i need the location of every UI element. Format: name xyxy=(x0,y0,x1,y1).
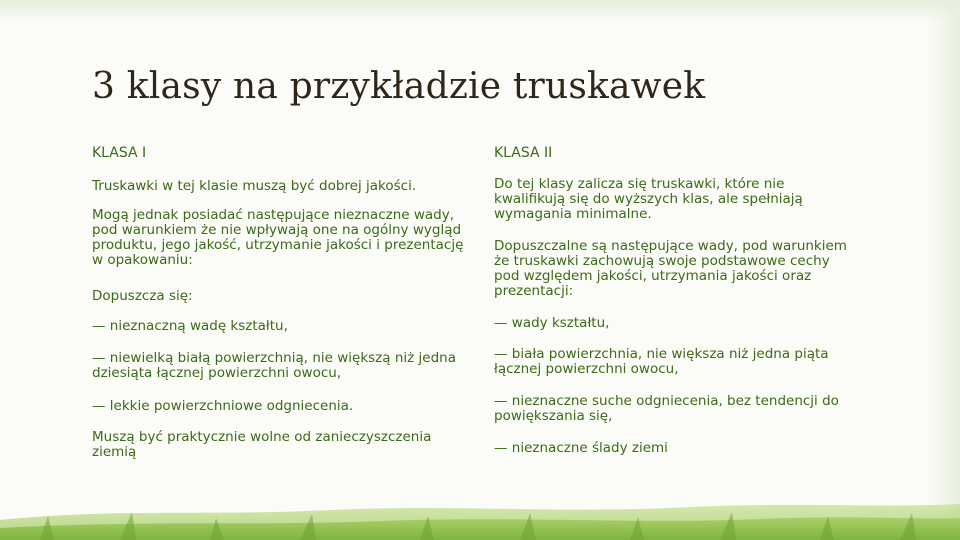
klasa-1-intro: Truskawki w tej klasie muszą być dobrej jakości. xyxy=(92,178,417,194)
background-top-edge xyxy=(0,0,960,22)
klasa-2-intro: Do tej klasy zalicza się truskawki, które nie kwalifikują się do wyższych klas, ale spełniają wymagania minimalne. xyxy=(494,176,803,222)
klasa-2-item-white-surface: — biała powierzchnia, nie większa niż jedna piąta łącznej powierzchni owocu, xyxy=(494,346,829,377)
klasa-1-allowed-label: Dopuszcza się: xyxy=(92,288,193,304)
klasa-2-item-soil-traces: — nieznaczne ślady ziemi xyxy=(494,440,668,456)
klasa-1-item-shape: — nieznaczną wadę kształtu, xyxy=(92,318,288,334)
grass-decoration xyxy=(0,450,960,540)
klasa-1-item-bruising: — lekkie powierzchniowe odgniecenia. xyxy=(92,398,354,414)
klasa-1-defects-intro: Mogą jednak posiadać następujące nieznaczne wady, pod warunkiem że nie wpływają one na ogólny wygląd produktu, jego jakość, utrzymanie jakości i prezentację w opakowaniu: xyxy=(92,207,464,268)
klasa-1-heading: KLASA I xyxy=(92,145,147,161)
klasa-2-item-dry-bruising: — nieznaczne suche odgniecenia, bez tendencji do powiększania się, xyxy=(494,393,839,424)
slide-title: 3 klasy na przykładzie truskawek xyxy=(92,66,706,107)
klasa-2-heading: KLASA II xyxy=(494,145,553,161)
klasa-2-defects-intro: Dopuszczalne są następujące wady, pod warunkiem że truskawki zachowują swoje podstawowe cechy pod względem jakości, utrzymania jakości oraz prezentacji: xyxy=(494,238,847,299)
klasa-2-item-shape: — wady kształtu, xyxy=(494,315,610,331)
klasa-1-soil-note: Muszą być praktycznie wolne od zanieczyszczenia ziemią xyxy=(92,429,432,460)
klasa-1-item-white-surface: — niewielką białą powierzchnią, nie większą niż jedna dziesiąta łącznej powierzchni owocu, xyxy=(92,350,456,381)
